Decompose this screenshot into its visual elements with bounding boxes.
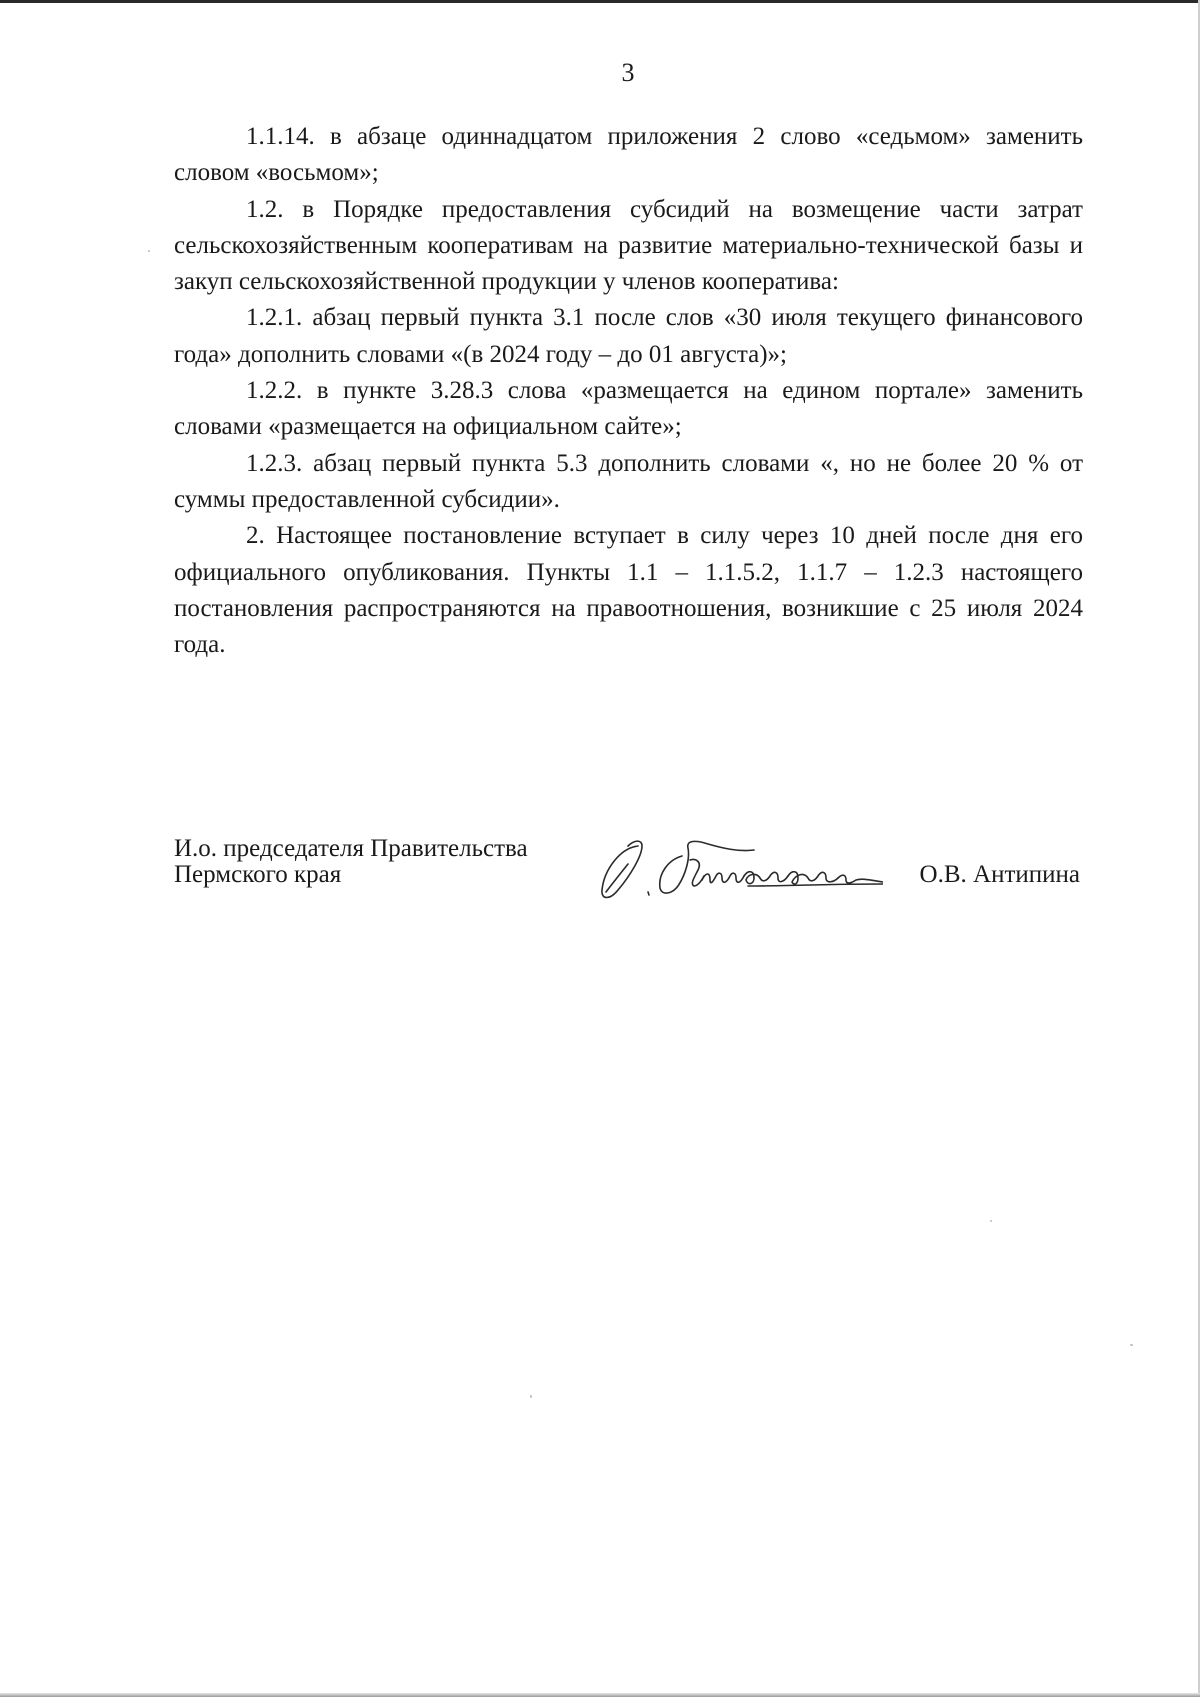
- paragraph-1-2-2: 1.2.2. в пункте 3.28.3 слова «размещается на едином портале» заменить словами «размещается на официальном сайте»;: [174, 377, 1083, 441]
- scan-speck: [990, 1220, 992, 1222]
- paragraph-1-2-3: 1.2.3. абзац первый пункта 5.3 дополнить словами «, но не более 20 % от суммы предоставленной субсидии».: [174, 449, 1083, 513]
- paragraph-1-2: 1.2. в Порядке предоставления субсидий на возмещение части затрат сельскохозяйственным кооперативам на развитие материально-технической базы и закуп сельскохозяйственной продукции у членов кооператива:: [174, 195, 1083, 296]
- signer-title-line-2: Пермского края: [174, 861, 342, 888]
- scan-edge-bottom: [0, 1693, 1200, 1697]
- paragraph-1-2-1: 1.2.1. абзац первый пункта 3.1 после слов «30 июля текущего финансового года» дополнить словами «(в 2024 году – до 01 августа)»;: [174, 304, 1083, 368]
- scan-speck: [148, 250, 150, 252]
- document-body: [174, 119, 1083, 663]
- scan-speck: [1130, 1344, 1133, 1346]
- signer-title: [174, 836, 528, 888]
- signer-name: О.В. Антипина: [919, 861, 1080, 888]
- handwritten-signature: [598, 834, 883, 904]
- page-number: 3: [621, 58, 635, 87]
- signature-block: [174, 836, 1094, 936]
- scan-speck: [530, 1395, 532, 1398]
- scan-edge-top: [0, 0, 1200, 3]
- paragraph-2: 2. Настоящее постановление вступает в силу через 10 дней после дня его официального опубликования. Пункты 1.1 – 1.1.5.2, 1.1.7 – 1.2.3 настоящего постановления распространяются на правоотношения, возникшие с 25 июля 2024 года.: [174, 522, 1083, 659]
- paragraph-1-1-14: 1.1.14. в абзаце одиннадцатом приложения 2 слово «седьмом» заменить словом «восьмом»;: [174, 123, 1083, 187]
- signer-title-line-1: И.о. председателя Правительства: [174, 835, 528, 862]
